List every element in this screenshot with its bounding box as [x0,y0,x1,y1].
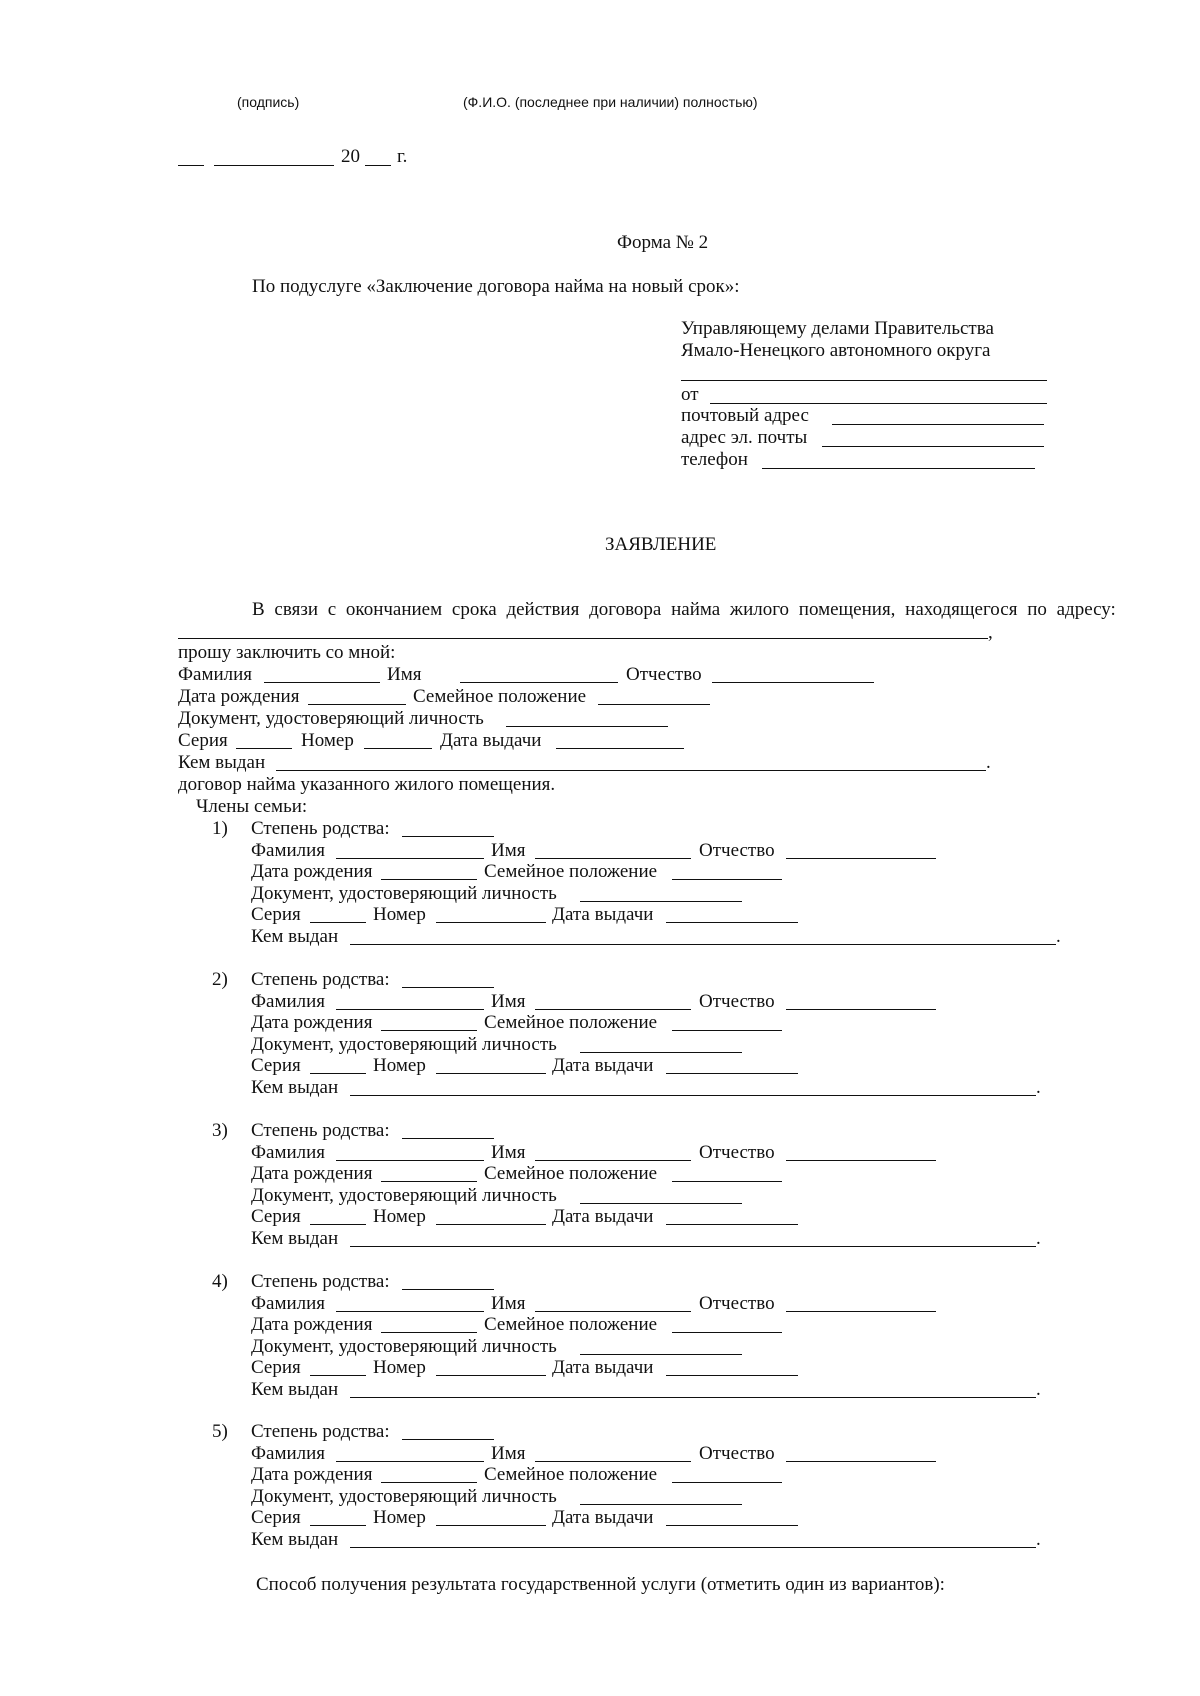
applicant-surname-line [264,682,380,683]
member-5-issued-by-line [350,1547,1036,1548]
member-2-issue-date-label: Дата выдачи [552,1055,654,1077]
subservice-title: По подуслуге «Заключение договора найма на новый срок»: [252,276,740,297]
member-4-issued-by-period: . [1036,1379,1041,1400]
applicant-issued-by-period: . [986,752,991,773]
member-1-patronymic-line [786,858,936,859]
member-3-series-line [310,1224,366,1225]
member-5-kinship-label: Степень родства: [251,1421,390,1442]
member-5-marital-label: Семейное положение [484,1464,658,1486]
member-4-number: 4) [212,1271,228,1292]
member-2-kinship-label: Степень родства: [251,969,390,990]
intro-address-line [178,638,988,639]
member-3-patronymic-label: Отчество [699,1141,775,1163]
member-2-birth-date-label: Дата рождения [251,1012,373,1034]
member-4-patronymic-label: Отчество [699,1292,775,1314]
member-4-issued-by-label: Кем выдан [251,1379,339,1400]
applicant-birth-date-line [308,704,406,705]
member-5-number-label: Номер [373,1507,426,1529]
form-number: Форма № 2 [617,232,709,253]
date-year-prefix: 20 [341,146,360,167]
member-1-number-label: Номер [373,904,426,926]
addressee-from-line [710,403,1047,404]
member-2-number-line [436,1073,546,1074]
applicant-series-label: Серия [178,730,228,751]
member-5-marital-line [672,1482,782,1483]
member-2-patronymic-line [786,1009,936,1010]
addressee-email-label: адрес эл. почты [681,427,808,448]
applicant-id-document-line [506,726,668,727]
member-1-surname-label: Фамилия [251,839,326,861]
member-2-birth-date-line [381,1030,477,1031]
member-2-issue-date-line [666,1073,798,1074]
addressee-phone-line [762,468,1035,469]
applicant-number-line [364,748,432,749]
member-4-series-line [310,1375,366,1376]
member-4-id-document-label: Документ, удостоверяющий личность [251,1335,557,1357]
member-5-surname-label: Фамилия [251,1442,326,1464]
member-5-patronymic-label: Отчество [699,1442,775,1464]
member-5-issued-by-label: Кем выдан [251,1529,339,1550]
member-1-series-label: Серия [251,904,301,926]
member-2-issued-by-label: Кем выдан [251,1077,339,1098]
applicant-marital-label: Семейное положение [413,686,587,707]
member-3-kinship-label: Степень родства: [251,1120,390,1141]
member-1-name-line [535,858,691,859]
date-year-line [365,165,391,166]
member-4-name-line [535,1311,691,1312]
date-year-suffix: г. [397,146,408,167]
result-method-text: Способ получения результата государственной услуги (отметить один из вариантов): [256,1574,945,1595]
applicant-birth-date-label: Дата рождения [178,686,300,707]
applicant-request: прошу заключить со мной: [178,642,396,663]
member-4-surname-line [336,1311,484,1312]
date-day-line [178,165,204,166]
applicant-issue-date-label: Дата выдачи [440,730,542,751]
member-4-number-label: Номер [373,1357,426,1379]
addressee-line2: Ямало-Ненецкого автономного округа [681,340,991,361]
member-3-kinship-line [402,1138,494,1139]
addressee-blank-line [681,380,1047,381]
applicant-number-label: Номер [301,730,354,751]
applicant-contract-text: договор найма указанного жилого помещения. [178,774,556,795]
member-2-id-document-line [580,1052,742,1053]
member-3-marital-label: Семейное положение [484,1163,658,1185]
member-4-birth-date-label: Дата рождения [251,1314,373,1336]
member-1-issued-by-line [350,944,1056,945]
member-3-issue-date-label: Дата выдачи [552,1206,654,1228]
member-3-birth-date-line [381,1181,477,1182]
member-1-number-line [436,922,546,923]
member-3-issued-by-line [350,1246,1036,1247]
member-1-id-document-label: Документ, удостоверяющий личность [251,882,557,904]
applicant-patronymic-line [712,682,874,683]
member-3-surname-line [336,1160,484,1161]
member-3-name-label: Имя [491,1141,526,1163]
member-5-series-line [310,1525,366,1526]
member-2-number-label: Номер [373,1055,426,1077]
member-1-issue-date-line [666,922,798,923]
signature-caption: (подпись) [237,94,300,110]
member-2-name-label: Имя [491,990,526,1012]
applicant-surname-label: Фамилия [178,664,253,685]
member-5-name-label: Имя [491,1442,526,1464]
member-3-number-label: Номер [373,1206,426,1228]
member-5-name-line [535,1461,691,1462]
member-4-kinship-line [402,1289,494,1290]
member-1-marital-label: Семейное положение [484,861,658,883]
member-3-marital-line [672,1181,782,1182]
member-2-surname-line [336,1009,484,1010]
member-4-series-label: Серия [251,1357,301,1379]
member-4-issue-date-line [666,1375,798,1376]
member-1-birth-date-line [381,879,477,880]
member-2-marital-line [672,1030,782,1031]
member-3-birth-date-label: Дата рождения [251,1163,373,1185]
member-4-name-label: Имя [491,1292,526,1314]
addressee-postal-label: почтовый адрес [681,405,809,426]
member-1-patronymic-label: Отчество [699,839,775,861]
member-4-issue-date-label: Дата выдачи [552,1357,654,1379]
member-3-patronymic-line [786,1160,936,1161]
addressee-from-label: от [681,384,699,405]
applicant-issue-date-line [556,748,684,749]
member-4-marital-label: Семейное положение [484,1314,658,1336]
member-3-issued-by-label: Кем выдан [251,1228,339,1249]
member-4-patronymic-line [786,1311,936,1312]
member-2-issued-by-line [350,1095,1036,1096]
member-5-issue-date-label: Дата выдачи [552,1507,654,1529]
fio-caption: (Ф.И.О. (последнее при наличии) полностью) [463,94,758,110]
family-title: Члены семьи: [196,796,308,817]
member-5-issued-by-period: . [1036,1529,1041,1550]
member-5-issue-date-line [666,1525,798,1526]
member-3-id-document-label: Документ, удостоверяющий личность [251,1184,557,1206]
member-1-name-label: Имя [491,839,526,861]
applicant-series-line [236,748,292,749]
member-4-birth-date-line [381,1332,477,1333]
member-5-patronymic-line [786,1461,936,1462]
document-title: ЗАЯВЛЕНИЕ [605,534,717,555]
intro-text: В связи с окончанием срока действия договора найма жилого помещения, находящегося по адресу: [252,599,1116,620]
applicant-patronymic-label: Отчество [626,664,702,685]
member-1-marital-line [672,879,782,880]
member-5-birth-date-line [381,1482,477,1483]
member-1-number: 1) [212,818,228,839]
member-3-number-line [436,1224,546,1225]
addressee-phone-label: телефон [681,449,748,470]
member-2-kinship-line [402,987,494,988]
member-4-issued-by-line [350,1397,1036,1398]
applicant-issued-by-line [276,770,986,771]
member-3-series-label: Серия [251,1206,301,1228]
member-3-issued-by-period: . [1036,1228,1041,1249]
addressee-line1: Управляющему делами Правительства [681,318,994,339]
member-2-number: 2) [212,969,228,990]
applicant-name-line [460,682,618,683]
member-1-birth-date-label: Дата рождения [251,861,373,883]
member-2-marital-label: Семейное положение [484,1012,658,1034]
member-5-id-document-label: Документ, удостоверяющий личность [251,1485,557,1507]
member-2-series-line [310,1073,366,1074]
member-5-series-label: Серия [251,1507,301,1529]
member-1-id-document-line [580,901,742,902]
member-3-number: 3) [212,1120,228,1141]
applicant-marital-line [598,704,710,705]
member-3-name-line [535,1160,691,1161]
date-month-line [214,165,334,166]
member-1-kinship-label: Степень родства: [251,818,390,839]
member-2-surname-label: Фамилия [251,990,326,1012]
member-5-kinship-line [402,1439,494,1440]
member-3-issue-date-line [666,1224,798,1225]
member-2-patronymic-label: Отчество [699,990,775,1012]
member-2-id-document-label: Документ, удостоверяющий личность [251,1033,557,1055]
member-4-number-line [436,1375,546,1376]
member-4-marital-line [672,1332,782,1333]
member-1-issue-date-label: Дата выдачи [552,904,654,926]
applicant-issued-by-label: Кем выдан [178,752,266,773]
member-1-issued-by-period: . [1056,926,1061,947]
member-5-birth-date-label: Дата рождения [251,1464,373,1486]
member-1-series-line [310,922,366,923]
member-4-kinship-label: Степень родства: [251,1271,390,1292]
member-3-surname-label: Фамилия [251,1141,326,1163]
member-1-kinship-line [402,836,494,837]
member-1-issued-by-label: Кем выдан [251,926,339,947]
member-1-surname-line [336,858,484,859]
member-2-name-line [535,1009,691,1010]
member-5-number: 5) [212,1421,228,1442]
applicant-id-document-label: Документ, удостоверяющий личность [178,708,484,729]
member-5-surname-line [336,1461,484,1462]
member-4-id-document-line [580,1354,742,1355]
member-3-id-document-line [580,1203,742,1204]
addressee-postal-line [832,424,1044,425]
applicant-name-label: Имя [387,664,422,685]
member-2-series-label: Серия [251,1055,301,1077]
member-5-id-document-line [580,1504,742,1505]
member-4-surname-label: Фамилия [251,1292,326,1314]
intro-comma: , [988,622,993,643]
addressee-email-line [822,446,1044,447]
member-5-number-line [436,1525,546,1526]
member-2-issued-by-period: . [1036,1077,1041,1098]
